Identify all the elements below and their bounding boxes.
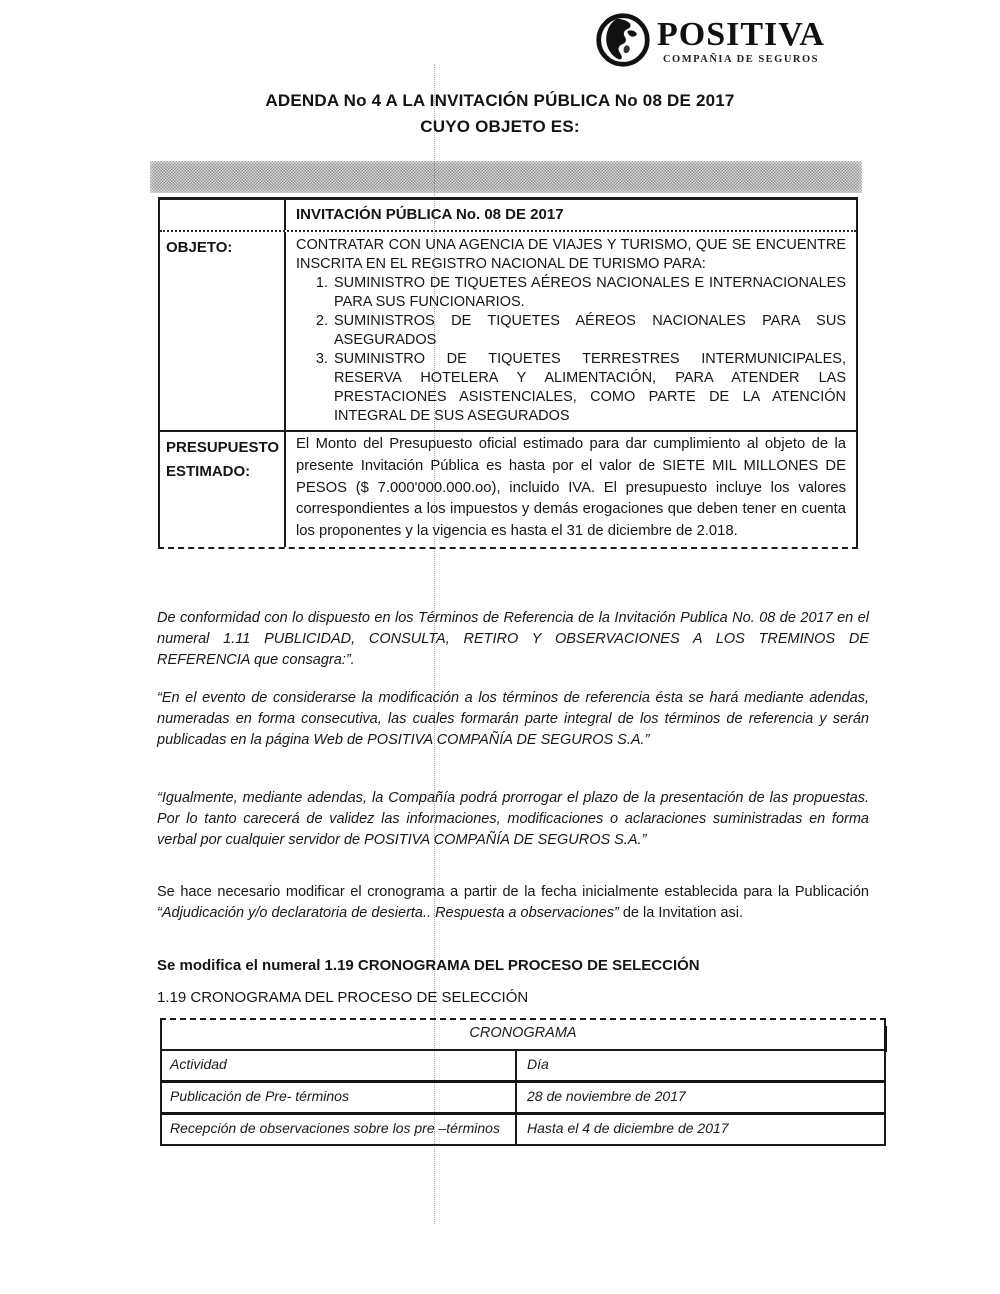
objeto-list — [310, 274, 846, 426]
cronograma-row-publicacion — [162, 1083, 884, 1115]
cronograma-title: CRONOGRAMA — [162, 1020, 884, 1051]
heading-numeral-119: 1.19 CRONOGRAMA DEL PROCESO DE SELECCIÓN — [157, 989, 529, 1006]
objeto-item-2: 2. SUMINISTROS DE TIQUETES AÉREOS NACIONALES PARA SUS ASEGURADOS — [332, 312, 846, 350]
cell-dia: Hasta el 4 de diciembre de 2017 — [527, 1120, 729, 1136]
column-header-dia: Día — [527, 1056, 549, 1072]
cell-dia: 28 de noviembre de 2017 — [527, 1088, 686, 1104]
document-title-line1: ADENDA No 4 A LA INVITACIÓN PÚBLICA No 08 DE 2017 — [265, 91, 735, 110]
paragraph-modificar-cronograma — [157, 882, 869, 924]
paragraph-igualmente: “Igualmente, mediante adendas, la Compañía podrá prorrogar el plazo de la presentación de las propuestas. Por lo tanto carecerá de validez las informaciones, modificaciones o aclaraciones suministradas en forma verbal por cualquier servidor de POSITIVA COMPAÑÍA DE SEGUROS S.A.” — [157, 790, 869, 848]
presupuesto-text: El Monto del Presupuesto oficial estimado para dar cumplimiento al objeto de la presente Invitación Pública es hasta por el valor de SIETE MIL MILLONES DE PESOS ($ 7.000'000.000.oo), incluido IVA. El presupuesto incluye los valores correspondientes a los impuestos y demás erogaciones que deben tener en cuenta los proponentes y la vigencia es hasta el 31 de diciembre de 2.018. — [296, 436, 846, 540]
p4-quote: “Adjudicación y/o declaratoria de desierta.. Respuesta a observaciones” — [157, 905, 619, 921]
table-row-objeto — [160, 232, 856, 432]
shaded-band — [150, 161, 862, 193]
document-title-line2: CUYO OBJETO ES: — [420, 117, 580, 136]
table-row-header — [160, 200, 856, 232]
p4-text-pre: Se hace necesario modificar el cronograma a partir de la fecha inicialmente establecida para la Publicación — [157, 884, 869, 900]
invitation-table — [158, 197, 858, 549]
paragraph-evento: “En el evento de considerarse la modificación a los términos de referencia ésta se hará mediante adendas, numeradas en forma consecutiva, las cuales formarán parte integral de los términos de referencia y serán publicadas en la página Web de POSITIVA COMPAÑÍA DE SEGUROS S.A.” — [157, 690, 869, 748]
cronograma-header-row — [162, 1051, 884, 1083]
cell-actividad: Recepción de observaciones sobre los pre –términos — [162, 1115, 517, 1144]
globe-icon — [595, 12, 651, 68]
invitation-header-cell: INVITACIÓN PÚBLICA No. 08 DE 2017 — [296, 206, 564, 223]
positiva-logo — [595, 12, 825, 68]
column-header-actividad: Actividad — [162, 1051, 517, 1080]
objeto-intro: CONTRATAR CON UNA AGENCIA DE VIAJES Y TURISMO, QUE SE ENCUENTRE INSCRITA EN EL REGISTRO NACIONAL DE TURISMO PARA: — [296, 237, 846, 272]
objeto-item-3: 3. SUMINISTRO DE TIQUETES TERRESTRES INTERMUNICIPALES, RESERVA HOTELERA Y ALIMENTACIÓN, PARA ATENDER LAS PRESTACIONES ASISTENCIALES, COMO PARTE DE LA ATENCIÓN INTEGRAL DE SUS ASEGURADOS — [332, 350, 846, 426]
brand-tagline: COMPAÑIA DE SEGUROS — [662, 54, 820, 65]
cronograma-table — [160, 1018, 886, 1146]
table-row-presupuesto — [160, 432, 856, 547]
paragraph-conformidad: De conformidad con lo dispuesto en los Términos de Referencia de la Invitación Publica No. 08 de 2017 en el numeral 1.11 PUBLICIDAD, CONSULTA, RETIRO Y OBSERVACIONES A LOS TREMINOS DE REFERENCIA que consagra:”. — [157, 610, 869, 668]
objeto-cell — [286, 232, 856, 430]
brand-name: POSITIVA — [657, 16, 825, 53]
scan-artifact-dotted-line — [434, 64, 435, 1224]
logo-text — [657, 12, 825, 65]
scan-artifact-tick — [884, 1026, 887, 1052]
header-empty-cell — [160, 200, 286, 230]
objeto-item-1: 1. SUMINISTRO DE TIQUETES AÉREOS NACIONALES E INTERNACIONALES PARA SUS FUNCIONARIOS. — [332, 274, 846, 312]
p4-text-post: de la Invitation asi. — [618, 905, 743, 921]
cronograma-row-recepcion — [162, 1115, 884, 1144]
objeto-label: OBJETO: — [160, 232, 286, 430]
scan-artifact-tick-small — [884, 1058, 886, 1068]
heading-se-modifica: Se modifica el numeral 1.19 CRONOGRAMA DEL PROCESO DE SELECCIÓN — [157, 957, 700, 974]
cell-actividad: Publicación de Pre- términos — [162, 1083, 517, 1112]
presupuesto-label: PRESUPUESTO ESTIMADO: — [160, 432, 286, 547]
document-title — [0, 88, 1000, 140]
